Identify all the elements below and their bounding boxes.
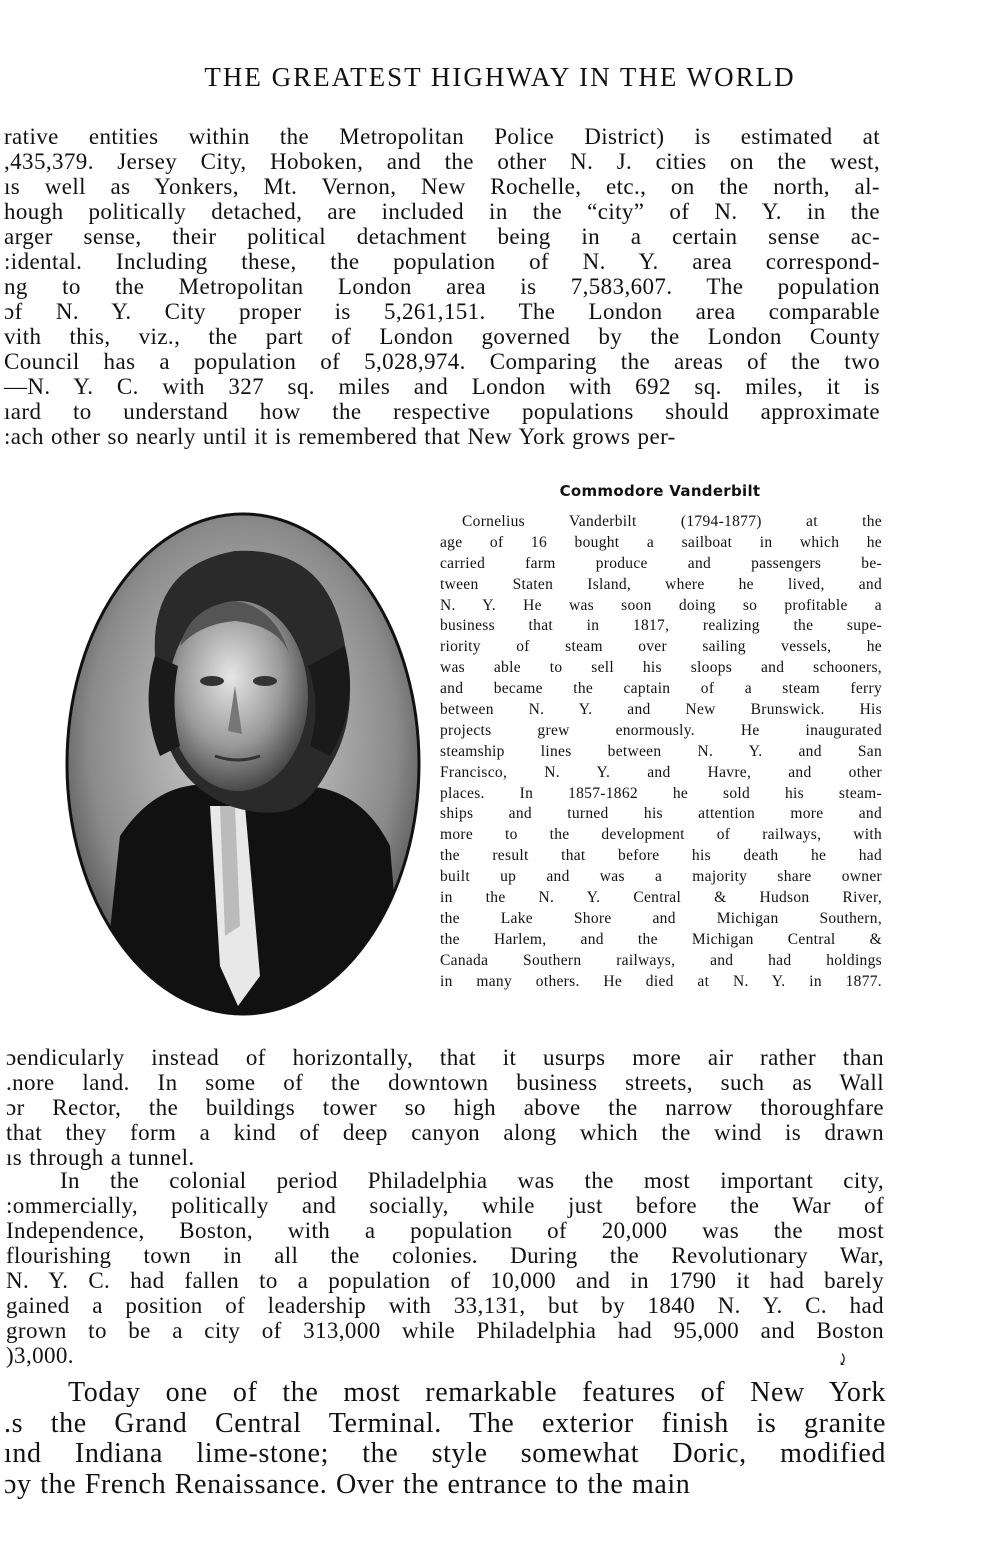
caption-line: ships and turned his attention more and: [440, 805, 882, 823]
text-line: ng to the Metropolitan London area is 7,583,607. The population: [4, 274, 880, 299]
caption-line: and became the captain of a steam ferry: [440, 680, 882, 698]
paragraph-grand-central: [4, 1378, 886, 1500]
caption-line: the Harlem, and the Michigan Central &: [440, 930, 882, 948]
text-line: ıs through a tunnel.: [6, 1145, 195, 1170]
caption-line: Cornelius Vanderbilt (1794-1877) at the: [462, 513, 882, 530]
page-header: THE GREATEST HIGHWAY IN THE WORLD: [204, 62, 796, 92]
text-line: ,435,379. Jersey City, Hoboken, and the other N. J. cities on the west,: [4, 149, 880, 174]
caption-line: was able to sell his sloops and schooners,: [440, 659, 882, 677]
caption-line: in the N. Y. Central & Hudson River,: [440, 889, 882, 907]
printers-mark-icon: ⤸: [836, 1352, 850, 1369]
text-line: :ach other so nearly until it is remembered that New York grows per-: [4, 424, 676, 449]
caption-line: in many others. He died at N. Y. in 1877.: [440, 972, 882, 990]
paragraph-population: [4, 124, 880, 449]
text-line: .nore land. In some of the downtown business streets, such as Wall: [6, 1070, 884, 1095]
caption-line: between N. Y. and New Brunswick. His: [440, 701, 882, 719]
caption-line: riority of steam over sailing vessels, he: [440, 638, 882, 656]
text-line: ınd Indiana lime-stone; the style somewhat Doric, modified: [4, 1438, 886, 1469]
paragraph-skyscrapers: [6, 1045, 884, 1170]
text-line: flourishing town in all the colonies. During the Revolutionary War,: [6, 1243, 884, 1268]
caption-line: carried farm produce and passengers be-: [440, 554, 882, 572]
caption-line: places. In 1857-1862 he sold his steam-: [440, 784, 882, 802]
text-line: ɔendicularly instead of horizontally, that it usurps more air rather than: [6, 1045, 884, 1070]
text-line: ıard to understand how the respective populations should approximate: [4, 399, 880, 424]
caption-line: projects grew enormously. He inaugurated: [440, 721, 882, 739]
text-line: arger sense, their political detachment being in a certain sense ac-: [4, 224, 880, 249]
text-line: —N. Y. C. with 327 sq. miles and London with 692 sq. miles, it is: [4, 374, 880, 399]
text-line: :idental. Including these, the population of N. Y. area correspond-: [4, 249, 880, 274]
vanderbilt-portrait: [60, 506, 426, 1022]
text-line: )3,000.: [6, 1343, 74, 1368]
text-line: vith this, viz., the part of London governed by the London County: [4, 324, 880, 349]
caption-title: Commodore Vanderbilt: [559, 482, 761, 500]
caption-line: Francisco, N. Y. and Havre, and other: [440, 763, 882, 781]
text-line: hough politically detached, are included in the “city” of N. Y. in the: [4, 199, 880, 224]
text-line: .s the Grand Central Terminal. The exterior finish is granite: [4, 1407, 886, 1439]
caption-line: the result that before his death he had: [440, 847, 882, 865]
text-line: Independence, Boston, with a population of 20,000 was the most: [6, 1218, 884, 1243]
text-line: ɔy the French Renaissance. Over the entrance to the main: [4, 1468, 691, 1500]
caption-line: steamship lines between N. Y. and San: [440, 742, 882, 760]
caption-line: N. Y. He was soon doing so profitable a: [440, 596, 882, 614]
paragraph-colonial: [6, 1168, 884, 1368]
text-line: grown to be a city of 313,000 while Philadelphia had 95,000 and Boston: [6, 1318, 884, 1343]
caption-line: tween Staten Island, where he lived, and: [440, 575, 882, 593]
text-line: ɔr Rector, the buildings tower so high above the narrow thoroughfare: [6, 1095, 884, 1120]
text-line: ıs well as Yonkers, Mt. Vernon, New Rochelle, etc., on the north, al-: [4, 174, 880, 199]
text-line: ɔf N. Y. City proper is 5,261,151. The London area comparable: [4, 299, 880, 324]
caption-line: more to the development of railways, with: [440, 826, 882, 844]
caption-line: business that in 1817, realizing the supe-: [440, 617, 882, 635]
caption-text: [440, 512, 882, 992]
caption-line: built up and was a majority share owner: [440, 868, 882, 886]
text-line: In the colonial period Philadelphia was the most important city,: [60, 1168, 884, 1193]
caption-line: age of 16 bought a sailboat in which he: [440, 533, 882, 551]
text-line: :ommercially, politically and socially, while just before the War of: [6, 1193, 884, 1218]
text-line: Council has a population of 5,028,974. Comparing the areas of the two: [4, 349, 880, 374]
text-line: Today one of the most remarkable features of New York: [68, 1377, 886, 1408]
caption-line: the Lake Shore and Michigan Southern,: [440, 909, 882, 927]
text-line: rative entities within the Metropolitan Police District) is estimated at: [4, 124, 880, 149]
text-line: N. Y. C. had fallen to a population of 10,000 and in 1790 it had barely: [6, 1268, 884, 1293]
text-line: that they form a kind of deep canyon along which the wind is drawn: [6, 1120, 884, 1145]
text-line: gained a position of leadership with 33,131, but by 1840 N. Y. C. had: [6, 1293, 884, 1318]
caption-line: Canada Southern railways, and had holdings: [440, 951, 882, 969]
